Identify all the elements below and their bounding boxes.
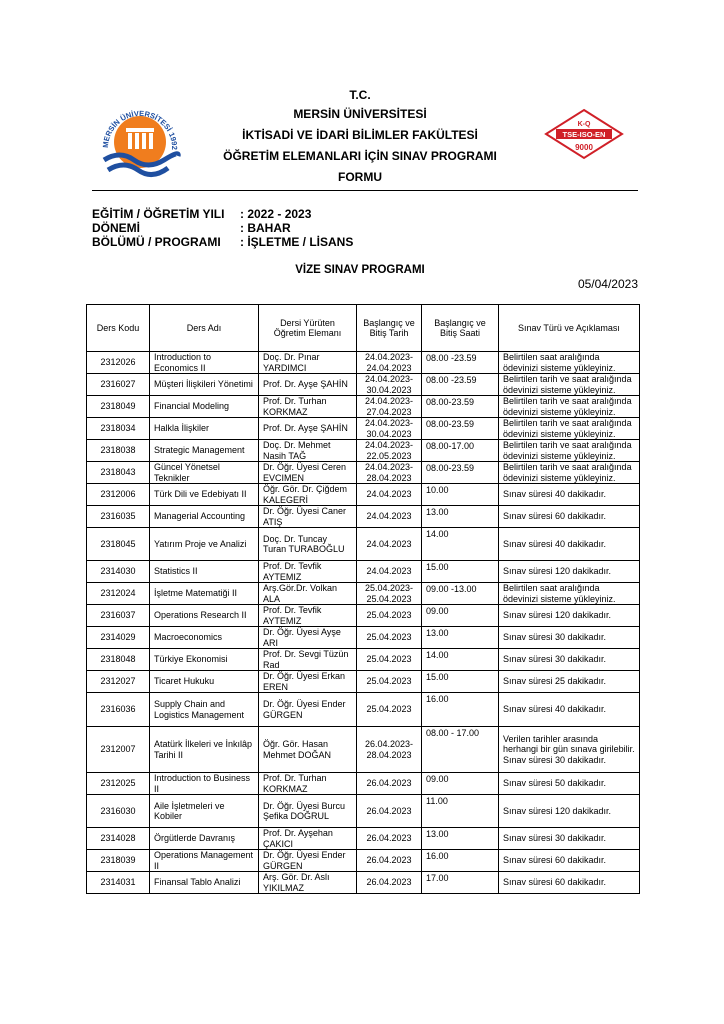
table-row bbox=[87, 418, 640, 440]
exam-description: Verilen tarihler arasında herhangi bir gün sınava girilebilir. Sınav süresi 30 dakikadır. bbox=[499, 727, 640, 773]
header-divider bbox=[92, 190, 638, 191]
course-name: Introduction to Business II bbox=[150, 773, 259, 795]
course-name: Strategic Management bbox=[150, 440, 259, 462]
exam-time: 15.00 bbox=[422, 671, 499, 693]
course-name: Halkla İlişkiler bbox=[150, 418, 259, 440]
exam-time: 08.00 -23.59 bbox=[422, 352, 499, 374]
exam-description: Sınav süresi 60 dakikadır. bbox=[499, 506, 640, 528]
header-form-title: ÖĞRETİM ELEMANLARI İÇİN SINAV PROGRAMI bbox=[223, 149, 497, 163]
course-code: 2318039 bbox=[87, 850, 150, 872]
exam-description: Sınav süresi 50 dakikadır. bbox=[499, 773, 640, 795]
exam-date: 24.04.2023 bbox=[357, 506, 422, 528]
exam-time: 13.00 bbox=[422, 506, 499, 528]
tse-iso-logo bbox=[544, 108, 624, 160]
meta-term-label: DÖNEMİ bbox=[92, 221, 140, 235]
exam-time: 11.00 bbox=[422, 795, 499, 828]
table-row bbox=[87, 506, 640, 528]
instructor: Dr. Öğr. Üyesi Ceren EVCIMEN bbox=[259, 462, 357, 484]
exam-date: 25.04.2023 bbox=[357, 649, 422, 671]
exam-description: Sınav süresi 120 dakikadır. bbox=[499, 605, 640, 627]
course-name: Türkiye Ekonomisi bbox=[150, 649, 259, 671]
course-name: Macroeconomics bbox=[150, 627, 259, 649]
course-name: Örgütlerde Davranış bbox=[150, 828, 259, 850]
meta-dept-value: : İŞLETME / LİSANS bbox=[240, 235, 354, 249]
course-name: Operations Management II bbox=[150, 850, 259, 872]
col-header-course: Ders Adı bbox=[150, 305, 259, 352]
exam-date: 24.04.2023-22.05.2023 bbox=[357, 440, 422, 462]
header-tc: T.C. bbox=[349, 88, 371, 102]
table-row bbox=[87, 649, 640, 671]
course-name: Ticaret Hukuku bbox=[150, 671, 259, 693]
course-code: 2316036 bbox=[87, 693, 150, 727]
table-row bbox=[87, 727, 640, 773]
exam-time: 14.00 bbox=[422, 649, 499, 671]
exam-description: Sınav süresi 30 dakikadır. bbox=[499, 649, 640, 671]
course-code: 2312026 bbox=[87, 352, 150, 374]
meta-year-value: : 2022 - 2023 bbox=[240, 207, 312, 221]
exam-description: Sınav süresi 25 dakikadır. bbox=[499, 671, 640, 693]
course-name: Financial Modeling bbox=[150, 396, 259, 418]
exam-time: 13.00 bbox=[422, 627, 499, 649]
exam-date: 24.04.2023-30.04.2023 bbox=[357, 418, 422, 440]
table-row bbox=[87, 872, 640, 894]
exam-date: 26.04.2023 bbox=[357, 795, 422, 828]
table-row bbox=[87, 671, 640, 693]
meta-dept-row bbox=[92, 235, 492, 249]
instructor: Öğr. Gör. Dr. Çiğdem KALEGERİ bbox=[259, 484, 357, 506]
exam-time: 09.00 bbox=[422, 773, 499, 795]
col-header-code: Ders Kodu bbox=[87, 305, 150, 352]
table-row bbox=[87, 693, 640, 727]
exam-description: Belirtilen tarih ve saat aralığında ödevinizi sisteme yükleyiniz. bbox=[499, 374, 640, 396]
meta-dept-label: BÖLÜMÜ / PROGRAMI bbox=[92, 235, 221, 249]
exam-date: 26.04.2023 bbox=[357, 850, 422, 872]
course-name: Türk Dili ve Edebiyatı II bbox=[150, 484, 259, 506]
instructor: Dr. Öğr. Üyesi Erkan EREN bbox=[259, 671, 357, 693]
exam-date: 24.04.2023 bbox=[357, 561, 422, 583]
course-code: 2316037 bbox=[87, 605, 150, 627]
table-row bbox=[87, 850, 640, 872]
header-university: MERSİN ÜNİVERSİTESİ bbox=[293, 107, 427, 121]
course-name: İşletme Matematiği II bbox=[150, 583, 259, 605]
instructor: Prof. Dr. Turhan KORKMAZ bbox=[259, 396, 357, 418]
exam-date: 26.04.2023 bbox=[357, 872, 422, 894]
exam-time: 08.00-23.59 bbox=[422, 396, 499, 418]
instructor: Dr. Öğr. Üyesi Ender GÜRGEN bbox=[259, 693, 357, 727]
table-row bbox=[87, 374, 640, 396]
course-code: 2318043 bbox=[87, 462, 150, 484]
meta-year-row bbox=[92, 207, 492, 221]
exam-description: Belirtilen tarih ve saat aralığında ödevinizi sisteme yükleyiniz. bbox=[499, 418, 640, 440]
university-logo bbox=[98, 98, 182, 182]
instructor: Arş.Gör.Dr. Volkan ALA bbox=[259, 583, 357, 605]
exam-description: Belirtilen saat aralığında ödevinizi sisteme yükleyiniz. bbox=[499, 583, 640, 605]
exam-schedule-table bbox=[86, 304, 640, 894]
exam-date: 26.04.2023 bbox=[357, 828, 422, 850]
exam-time: 08.00-23.59 bbox=[422, 462, 499, 484]
tse-iso-text: TSE-ISO-EN bbox=[562, 130, 606, 139]
exam-description: Sınav süresi 30 dakikadır. bbox=[499, 828, 640, 850]
exam-description: Sınav süresi 60 dakikadır. bbox=[499, 872, 640, 894]
header-form: FORMU bbox=[338, 170, 382, 184]
table-row bbox=[87, 583, 640, 605]
instructor: Prof. Dr. Ayşe ŞAHİN bbox=[259, 374, 357, 396]
instructor: Prof. Dr. Turhan KORKMAZ bbox=[259, 773, 357, 795]
table-row bbox=[87, 528, 640, 561]
tse-kq-text: K-Q bbox=[577, 121, 591, 128]
table-body bbox=[87, 352, 640, 894]
meta-term-value: : BAHAR bbox=[240, 221, 291, 235]
course-code: 2312024 bbox=[87, 583, 150, 605]
exam-date: 26.04.2023 bbox=[357, 773, 422, 795]
col-header-instructor: Dersi Yürüten Öğretim Elemanı bbox=[259, 305, 357, 352]
document-date: 05/04/2023 bbox=[577, 277, 638, 291]
table-row bbox=[87, 605, 640, 627]
header-faculty: İKTİSADİ VE İDARİ BİLİMLER FAKÜLTESİ bbox=[242, 128, 478, 142]
course-code: 2318048 bbox=[87, 649, 150, 671]
table-header-row bbox=[87, 305, 640, 352]
exam-time: 08.00-17.00 bbox=[422, 440, 499, 462]
exam-time: 08.00 - 17.00 bbox=[422, 727, 499, 773]
instructor: Dr. Öğr. Üyesi Ayşe ARI bbox=[259, 627, 357, 649]
table-row bbox=[87, 352, 640, 374]
course-code: 2316035 bbox=[87, 506, 150, 528]
course-code: 2314029 bbox=[87, 627, 150, 649]
course-code: 2316027 bbox=[87, 374, 150, 396]
exam-date: 24.04.2023 bbox=[357, 528, 422, 561]
meta-term-row bbox=[92, 221, 492, 235]
course-code: 2312006 bbox=[87, 484, 150, 506]
exam-description: Sınav süresi 40 dakikadır. bbox=[499, 528, 640, 561]
course-code: 2314031 bbox=[87, 872, 150, 894]
course-code: 2314030 bbox=[87, 561, 150, 583]
course-name: Supply Chain and Logistics Management bbox=[150, 693, 259, 727]
table-row bbox=[87, 440, 640, 462]
instructor: Prof. Dr. Sevgi Tüzün Rad bbox=[259, 649, 357, 671]
instructor: Prof. Dr. Tevfik AYTEMIZ bbox=[259, 605, 357, 627]
instructor: Arş. Gör. Dr. Aslı YIKILMAZ bbox=[259, 872, 357, 894]
exam-description: Sınav süresi 60 dakikadır. bbox=[499, 850, 640, 872]
exam-description: Sınav süresi 30 dakikadır. bbox=[499, 627, 640, 649]
exam-time: 10.00 bbox=[422, 484, 499, 506]
course-name: Yatırım Proje ve Analizi bbox=[150, 528, 259, 561]
table-row bbox=[87, 396, 640, 418]
exam-date: 24.04.2023-24.04.2023 bbox=[357, 352, 422, 374]
table-row bbox=[87, 828, 640, 850]
instructor: Doç. Dr. Tuncay Turan TURABOĞLU bbox=[259, 528, 357, 561]
course-code: 2312027 bbox=[87, 671, 150, 693]
exam-time: 13.00 bbox=[422, 828, 499, 850]
instructor: Dr. Öğr. Üyesi Burcu Şefika DOĞRUL bbox=[259, 795, 357, 828]
exam-description: Sınav süresi 40 dakikadır. bbox=[499, 484, 640, 506]
course-code: 2318045 bbox=[87, 528, 150, 561]
table-row bbox=[87, 561, 640, 583]
logo-arc-text: MERSİN ÜNİVERSİTESİ 1992 bbox=[100, 108, 180, 150]
course-code: 2316030 bbox=[87, 795, 150, 828]
exam-time: 08.00-23.59 bbox=[422, 418, 499, 440]
instructor: Öğr. Gör. Hasan Mehmet DOĞAN bbox=[259, 727, 357, 773]
instructor: Doç. Dr. Pınar YARDIMCI bbox=[259, 352, 357, 374]
course-code: 2318049 bbox=[87, 396, 150, 418]
tse-9000-text: 9000 bbox=[575, 143, 593, 152]
instructor: Doç. Dr. Mehmet Nasih TAĞ bbox=[259, 440, 357, 462]
exam-time: 14.00 bbox=[422, 528, 499, 561]
program-meta bbox=[92, 207, 492, 249]
exam-date: 24.04.2023 bbox=[357, 484, 422, 506]
course-name: Atatürk İlkeleri ve İnkılâp Tarihi II bbox=[150, 727, 259, 773]
course-name: Introduction to Economics II bbox=[150, 352, 259, 374]
exam-time: 09.00 bbox=[422, 605, 499, 627]
table-row bbox=[87, 773, 640, 795]
table-row bbox=[87, 484, 640, 506]
exam-date: 25.04.2023 bbox=[357, 605, 422, 627]
course-name: Statistics II bbox=[150, 561, 259, 583]
table-row bbox=[87, 627, 640, 649]
col-header-description: Sınav Türü ve Açıklaması bbox=[499, 305, 640, 352]
exam-time: 16.00 bbox=[422, 850, 499, 872]
table-row bbox=[87, 462, 640, 484]
exam-description: Sınav süresi 120 dakikadır. bbox=[499, 795, 640, 828]
course-name: Operations Research II bbox=[150, 605, 259, 627]
course-name: Müşteri İlişkileri Yönetimi bbox=[150, 374, 259, 396]
exam-description: Sınav süresi 120 dakikadır. bbox=[499, 561, 640, 583]
course-code: 2312007 bbox=[87, 727, 150, 773]
exam-date: 25.04.2023 bbox=[357, 693, 422, 727]
exam-description: Belirtilen tarih ve saat aralığında ödevinizi sisteme yükleyiniz. bbox=[499, 396, 640, 418]
instructor: Dr. Öğr. Üyesi Caner ATIŞ bbox=[259, 506, 357, 528]
exam-date: 24.04.2023-27.04.2023 bbox=[357, 396, 422, 418]
exam-description: Sınav süresi 40 dakikadır. bbox=[499, 693, 640, 727]
course-name: Güncel Yönetsel Teknikler bbox=[150, 462, 259, 484]
course-code: 2318038 bbox=[87, 440, 150, 462]
col-header-date: Başlangıç ve Bitiş Tarih bbox=[357, 305, 422, 352]
exam-description: Belirtilen tarih ve saat aralığında ödevinizi sisteme yükleyiniz. bbox=[499, 440, 640, 462]
exam-description: Belirtilen saat aralığında ödevinizi sisteme yükleyiniz. bbox=[499, 352, 640, 374]
instructor: Prof. Dr. Ayşehan ÇAKICI bbox=[259, 828, 357, 850]
course-name: Managerial Accounting bbox=[150, 506, 259, 528]
table-row bbox=[87, 795, 640, 828]
col-header-time: Başlangıç ve Bitiş Saati bbox=[422, 305, 499, 352]
exam-time: 08.00 -23.59 bbox=[422, 374, 499, 396]
course-name: Finansal Tablo Analizi bbox=[150, 872, 259, 894]
exam-date: 24.04.2023-30.04.2023 bbox=[357, 374, 422, 396]
exam-date: 25.04.2023-25.04.2023 bbox=[357, 583, 422, 605]
instructor: Dr. Öğr. Üyesi Ender GÜRGEN bbox=[259, 850, 357, 872]
course-code: 2318034 bbox=[87, 418, 150, 440]
exam-date: 25.04.2023 bbox=[357, 627, 422, 649]
exam-date: 24.04.2023-28.04.2023 bbox=[357, 462, 422, 484]
section-title: VİZE SINAV PROGRAMI bbox=[295, 264, 425, 276]
meta-year-label: EĞİTİM / ÖĞRETİM YILI bbox=[92, 207, 225, 221]
exam-time: 16.00 bbox=[422, 693, 499, 727]
exam-time: 09.00 -13.00 bbox=[422, 583, 499, 605]
exam-time: 15.00 bbox=[422, 561, 499, 583]
course-code: 2312025 bbox=[87, 773, 150, 795]
exam-date: 25.04.2023 bbox=[357, 671, 422, 693]
course-name: Aile İşletmeleri ve Kobiler bbox=[150, 795, 259, 828]
exam-date: 26.04.2023-28.04.2023 bbox=[357, 727, 422, 773]
exam-description: Belirtilen tarih ve saat aralığında ödevinizi sisteme yükleyiniz. bbox=[499, 462, 640, 484]
exam-time: 17.00 bbox=[422, 872, 499, 894]
instructor: Prof. Dr. Ayşe ŞAHİN bbox=[259, 418, 357, 440]
instructor: Prof. Dr. Tevfik AYTEMIZ bbox=[259, 561, 357, 583]
course-code: 2314028 bbox=[87, 828, 150, 850]
